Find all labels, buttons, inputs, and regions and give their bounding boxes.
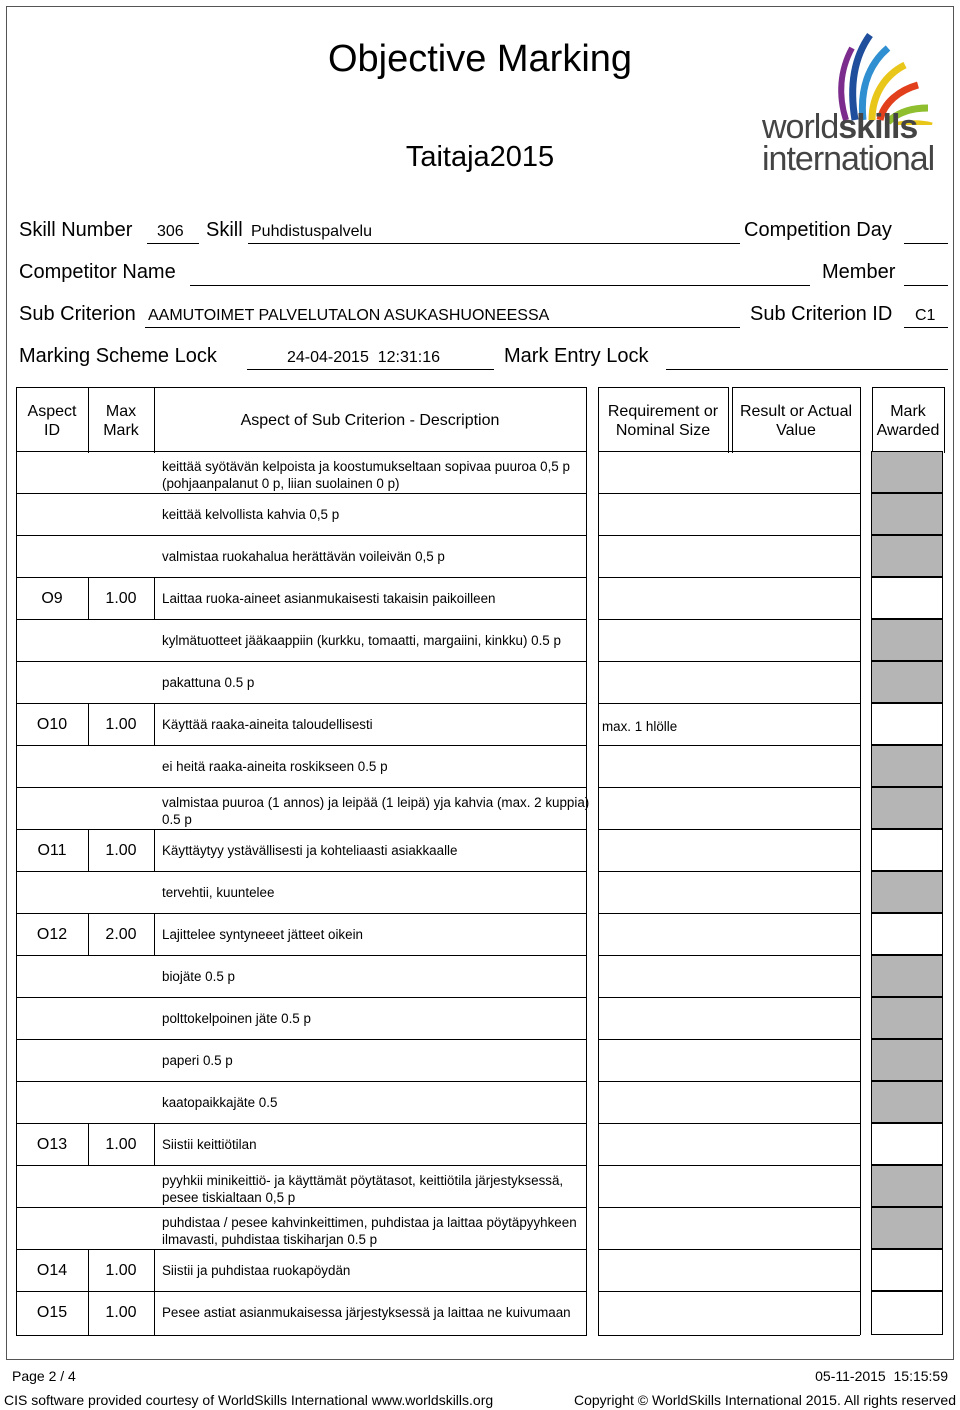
- sub-criterion-value: AAMUTOIMET PALVELUTALON ASUKASHUONEESSA: [148, 307, 550, 324]
- requirement-value: max. 1 hlölle: [602, 719, 678, 734]
- table-row-12-result-border: [860, 955, 861, 997]
- table-row-5-req-border: [598, 661, 599, 703]
- table-row-12-left-border: [16, 955, 17, 997]
- table-row-19-req-top-border: [598, 1249, 860, 1250]
- table-row-20-req-top-border: [598, 1291, 860, 1292]
- table-row-7-req-top-border: [598, 745, 860, 746]
- table-row-14-left-border: [16, 1039, 17, 1081]
- print-timestamp: 05-11-2015 15:15:59: [815, 1368, 948, 1384]
- result-value-field[interactable]: [736, 887, 856, 907]
- result-value-field[interactable]: [736, 635, 856, 655]
- table-row-9-req-top-border: [598, 829, 860, 830]
- table-row-19-max-border: [154, 1249, 155, 1291]
- table-row-16-max-border: [154, 1123, 155, 1165]
- table-row-7-req-border: [598, 745, 599, 787]
- table-row-16-result-border: [860, 1123, 861, 1165]
- table-row-17-result-border: [860, 1165, 861, 1207]
- table-row-20-mark-awarded[interactable]: [871, 1291, 943, 1335]
- table-row-14-top-border: [16, 1039, 587, 1040]
- aspect-description: valmistaa ruokahalua herättävän voileivän 0,5 p: [162, 549, 445, 564]
- sub-criterion-id-label: Sub Criterion ID: [750, 303, 893, 325]
- logo-skills: skills: [838, 108, 918, 146]
- mark-entry-lock-field[interactable]: [666, 369, 948, 370]
- table-row-9-top-border: [16, 829, 587, 830]
- skill-label: Skill: [206, 219, 243, 241]
- aspect-id: O10: [36, 716, 68, 733]
- result-value-field[interactable]: [736, 1181, 856, 1201]
- aspect-description: Siistii ja puhdistaa ruokapöydän: [162, 1263, 351, 1278]
- table-row-14-req-border: [598, 1039, 599, 1081]
- result-value-field[interactable]: [736, 1013, 856, 1033]
- table-row-15-req-top-border: [598, 1081, 860, 1082]
- table-row-14-mark-awarded[interactable]: [871, 1039, 943, 1081]
- table-row-11-top-border: [16, 913, 587, 914]
- table-row-6-max-border: [154, 703, 155, 745]
- col-awarded: Mark Awarded: [876, 403, 940, 439]
- max-mark: 1.00: [105, 842, 137, 859]
- table-row-6-result-border: [860, 703, 861, 745]
- table-row-1-req-border: [598, 493, 599, 535]
- max-mark: 1.00: [105, 1262, 137, 1279]
- table-row-0-result-border: [860, 451, 861, 493]
- table-row-6-req-border: [598, 703, 599, 745]
- aspect-description: Käyttäytyy ystävällisesti ja kohteliaasti asiakkaalle: [162, 843, 458, 858]
- table-row-11-req-border: [598, 913, 599, 955]
- result-value-field[interactable]: [736, 929, 856, 949]
- table-row-9-result-border: [860, 829, 861, 871]
- table-row-9-max-border: [154, 829, 155, 871]
- max-mark: 1.00: [105, 590, 137, 607]
- result-value-field[interactable]: [736, 551, 856, 571]
- aspect-description: kylmätuotteet jääkaappiin (kurkku, tomaatti, margaiini, kinkku) 0.5 p: [162, 633, 561, 648]
- table-row-0-top-border: [16, 451, 587, 452]
- table-row-11-req-top-border: [598, 913, 860, 914]
- table-row-6-top-border: [16, 703, 587, 704]
- aspect-description: pyyhkii minikeittiö- ja käyttämät pöytätasot, keittiötila järjestyksessä, pesee tiskialtaan 0,5 p: [162, 1173, 564, 1205]
- aspect-description: pakattuna 0.5 p: [162, 675, 255, 690]
- table-row-10-top-border: [16, 871, 587, 872]
- table-row-11-result-border: [860, 913, 861, 955]
- table-row-10-left-border: [16, 871, 17, 913]
- table-row-7-mark-awarded[interactable]: [871, 745, 943, 787]
- table-row-16-req-border: [598, 1123, 599, 1165]
- result-value-field[interactable]: [736, 1223, 856, 1243]
- result-value-field[interactable]: [736, 1097, 856, 1117]
- aspect-description: tervehtii, kuuntelee: [162, 885, 275, 900]
- sub-criterion-underline: [145, 327, 740, 328]
- table-row-8-req-border: [598, 787, 599, 829]
- table-row-18-mark-awarded[interactable]: [871, 1207, 943, 1249]
- aspect-id: O11: [37, 842, 67, 859]
- table-row-15-mark-awarded[interactable]: [871, 1081, 943, 1123]
- table-row-17-req-border: [598, 1165, 599, 1207]
- table-row-20-max-border: [154, 1291, 155, 1335]
- col-aspect-id: Aspect ID: [27, 403, 77, 439]
- result-value-field[interactable]: [736, 845, 856, 865]
- table-row-18-top-border: [16, 1207, 587, 1208]
- table-row-15-left-border: [16, 1081, 17, 1123]
- sub-criterion-label: Sub Criterion: [19, 303, 136, 325]
- skill-number-label: Skill Number: [19, 219, 133, 241]
- table-row-15-result-border: [860, 1081, 861, 1123]
- table-row-9-mark-awarded[interactable]: [871, 829, 943, 871]
- aspect-description: paperi 0.5 p: [162, 1053, 233, 1068]
- table-row-2-result-border: [860, 535, 861, 577]
- table-row-10-result-border: [860, 871, 861, 913]
- skill-underline: [248, 243, 740, 244]
- table-row-17-left-border: [16, 1165, 17, 1207]
- marking-scheme-lock-value: 24-04-2015 12:31:16: [287, 349, 441, 366]
- table-row-18-req-top-border: [598, 1207, 860, 1208]
- competition-day-label: Competition Day: [744, 219, 892, 241]
- table-row-5-top-border: [16, 661, 587, 662]
- table-row-8-req-top-border: [598, 787, 860, 788]
- page-title: Objective Marking: [327, 38, 633, 80]
- table-row-5-left-border: [16, 661, 17, 703]
- table-row-13-top-border: [16, 997, 587, 998]
- table-row-10-mark-awarded[interactable]: [871, 871, 943, 913]
- table-row-15-req-border: [598, 1081, 599, 1123]
- table-row-20-result-border: [860, 1291, 861, 1335]
- col-description: Aspect of Sub Criterion - Description: [240, 412, 500, 429]
- table-bottom-border-req: [598, 1335, 860, 1336]
- table-row-4-left-border: [16, 619, 17, 661]
- table-row-3-req-top-border: [598, 577, 860, 578]
- result-value-field[interactable]: [736, 761, 856, 781]
- table-row-2-mark-awarded[interactable]: [871, 535, 943, 577]
- skill-value: Puhdistuspalvelu: [251, 223, 372, 240]
- table-row-0-req-border: [598, 451, 599, 493]
- aspect-description: puhdistaa / pesee kahvinkeittimen, puhdistaa ja laittaa pöytäpyyhkeen ilmavasti, puhdistaa tiskiharjan 0.5 p: [162, 1215, 577, 1247]
- page-number: Page 2 / 4: [12, 1368, 76, 1384]
- result-value-field[interactable]: [736, 509, 856, 529]
- page-subtitle: Taitaja2015: [405, 141, 555, 173]
- table-row-6-req-top-border: [598, 703, 860, 704]
- aspect-description: biojäte 0.5 p: [162, 969, 235, 984]
- result-value-field[interactable]: [736, 719, 856, 739]
- table-row-18-left-border: [16, 1207, 17, 1249]
- table-row-5-req-top-border: [598, 661, 860, 662]
- table-row-10-req-top-border: [598, 871, 860, 872]
- table-row-13-result-border: [860, 997, 861, 1039]
- table-row-8-top-border: [16, 787, 587, 788]
- table-row-4-top-border: [16, 619, 587, 620]
- table-row-4-req-top-border: [598, 619, 860, 620]
- aspect-id: O14: [36, 1262, 68, 1279]
- table-row-14-result-border: [860, 1039, 861, 1081]
- table-row-2-req-top-border: [598, 535, 860, 536]
- competitor-name-field[interactable]: [190, 285, 810, 286]
- worldskills-logo: [760, 30, 950, 180]
- aspect-description: keittää kelvollista kahvia 0,5 p: [162, 507, 340, 522]
- table-row-1-top-border: [16, 493, 587, 494]
- aspect-description: Pesee astiat asianmukaisessa järjestyksessä ja laittaa ne kuivumaan: [162, 1305, 571, 1320]
- col-result: Result or Actual Value: [739, 403, 853, 439]
- logo-world: world: [762, 108, 839, 146]
- table-row-17-req-top-border: [598, 1165, 860, 1166]
- result-value-field[interactable]: [736, 1307, 856, 1327]
- table-row-11-max-border: [154, 913, 155, 955]
- table-row-1-result-border: [860, 493, 861, 535]
- table-row-14-req-top-border: [598, 1039, 860, 1040]
- aspect-id: O13: [36, 1136, 68, 1153]
- table-row-10-req-border: [598, 871, 599, 913]
- max-mark: 1.00: [105, 1304, 137, 1321]
- table-row-16-req-top-border: [598, 1123, 860, 1124]
- result-value-field[interactable]: [736, 467, 856, 487]
- table-row-8-result-border: [860, 787, 861, 829]
- table-row-3-result-border: [860, 577, 861, 619]
- table-row-5-mark-awarded[interactable]: [871, 661, 943, 703]
- aspect-description: Siistii keittiötilan: [162, 1137, 257, 1152]
- skill-number-underline: [147, 243, 199, 244]
- result-value-field[interactable]: [736, 1265, 856, 1285]
- table-row-7-result-border: [860, 745, 861, 787]
- result-value-field[interactable]: [736, 1055, 856, 1075]
- table-row-19-req-border: [598, 1249, 599, 1291]
- aspect-id: O9: [41, 590, 63, 607]
- aspect-description: Laittaa ruoka-aineet asianmukaisesti takaisin paikoilleen: [162, 591, 496, 606]
- col-requirement: Requirement or Nominal Size: [607, 403, 719, 439]
- marking-scheme-lock-label: Marking Scheme Lock: [19, 345, 217, 367]
- logo-international: international: [762, 140, 935, 178]
- skill-number-value: 306: [157, 223, 184, 240]
- aspect-description: polttokelpoinen jäte 0.5 p: [162, 1011, 311, 1026]
- table-row-3-top-border: [16, 577, 587, 578]
- table-row-19-top-border: [16, 1249, 587, 1250]
- aspect-id: O15: [36, 1304, 68, 1321]
- table-row-3-max-border: [154, 577, 155, 619]
- sub-criterion-id-value: C1: [915, 307, 936, 324]
- table-row-13-req-border: [598, 997, 599, 1039]
- aspect-description: Lajittelee syntyneeet jätteet oikein: [162, 927, 363, 942]
- table-row-8-mark-awarded[interactable]: [871, 787, 943, 829]
- table-row-6-mark-awarded[interactable]: [871, 703, 943, 745]
- table-row-12-mark-awarded[interactable]: [871, 955, 943, 997]
- table-row-18-req-border: [598, 1207, 599, 1249]
- aspect-description: valmistaa puuroa (1 annos) ja leipää (1 leipä) yja kahvia (max. 2 kuppia) 0.5 p: [162, 795, 590, 827]
- max-mark: 2.00: [105, 926, 137, 943]
- table-row-3-mark-awarded[interactable]: [871, 577, 943, 619]
- result-value-field[interactable]: [736, 971, 856, 991]
- result-value-field[interactable]: [736, 803, 856, 823]
- competitor-name-label: Competitor Name: [19, 261, 176, 283]
- table-row-16-mark-awarded[interactable]: [871, 1123, 943, 1165]
- table-bottom-border: [16, 1335, 587, 1336]
- sub-criterion-id-underline: [904, 327, 948, 328]
- footer-courtesy: CIS software provided courtesy of WorldSkills International www.worldskills.org: [4, 1392, 494, 1408]
- max-mark: 1.00: [105, 716, 137, 733]
- competition-day-field[interactable]: [904, 243, 948, 244]
- max-mark: 1.00: [105, 1136, 137, 1153]
- table-row-0-left-border: [16, 451, 17, 493]
- result-value-field[interactable]: [736, 677, 856, 697]
- table-row-13-req-top-border: [598, 997, 860, 998]
- table-row-16-top-border: [16, 1123, 587, 1124]
- table-row-20-top-border: [16, 1291, 587, 1292]
- table-row-0-mark-awarded[interactable]: [871, 451, 943, 493]
- table-row-2-top-border: [16, 535, 587, 536]
- table-row-7-left-border: [16, 745, 17, 787]
- table-row-13-left-border: [16, 997, 17, 1039]
- table-row-2-req-border: [598, 535, 599, 577]
- table-row-17-mark-awarded[interactable]: [871, 1165, 943, 1207]
- table-row-12-req-top-border: [598, 955, 860, 956]
- table-row-11-mark-awarded[interactable]: [871, 913, 943, 955]
- table-row-12-top-border: [16, 955, 587, 956]
- member-field[interactable]: [904, 285, 948, 286]
- table-row-19-result-border: [860, 1249, 861, 1291]
- result-value-field[interactable]: [736, 593, 856, 613]
- table-row-13-mark-awarded[interactable]: [871, 997, 943, 1039]
- aspect-description: Käyttää raaka-aineita taloudellisesti: [162, 717, 373, 732]
- table-row-3-req-border: [598, 577, 599, 619]
- table-row-4-req-border: [598, 619, 599, 661]
- table-row-15-top-border: [16, 1081, 587, 1082]
- table-row-18-result-border: [860, 1207, 861, 1249]
- aspect-id: O12: [36, 926, 68, 943]
- member-label: Member: [822, 261, 896, 283]
- result-value-field[interactable]: [736, 1139, 856, 1159]
- table-row-2-left-border: [16, 535, 17, 577]
- footer-copyright: Copyright © WorldSkills International 2015. All rights reserved: [573, 1392, 956, 1408]
- mark-entry-lock-label: Mark Entry Lock: [504, 345, 649, 367]
- table-row-4-result-border: [860, 619, 861, 661]
- table-row-4-mark-awarded[interactable]: [871, 619, 943, 661]
- table-row-1-left-border: [16, 493, 17, 535]
- table-row-20-req-border: [598, 1291, 599, 1335]
- table-row-7-top-border: [16, 745, 587, 746]
- table-row-9-req-border: [598, 829, 599, 871]
- aspect-description: kaatopaikkajäte 0.5: [162, 1095, 278, 1110]
- aspect-description: ei heitä raaka-aineita roskikseen 0.5 p: [162, 759, 388, 774]
- table-row-19-mark-awarded[interactable]: [871, 1249, 943, 1291]
- table-row-8-left-border: [16, 787, 17, 829]
- aspect-description: keittää syötävän kelpoista ja koostumukseltaan sopivaa puuroa 0,5 p (pohjaanpalanut 0 p, liian suolainen 0 p): [162, 459, 570, 491]
- table-row-1-mark-awarded[interactable]: [871, 493, 943, 535]
- table-row-1-req-top-border: [598, 493, 860, 494]
- col-max-mark: Max Mark: [103, 403, 139, 439]
- table-row-5-result-border: [860, 661, 861, 703]
- table-row-0-req-top-border: [598, 451, 860, 452]
- table-row-12-req-border: [598, 955, 599, 997]
- marking-scheme-lock-underline: [247, 369, 494, 370]
- table-row-17-top-border: [16, 1165, 587, 1166]
